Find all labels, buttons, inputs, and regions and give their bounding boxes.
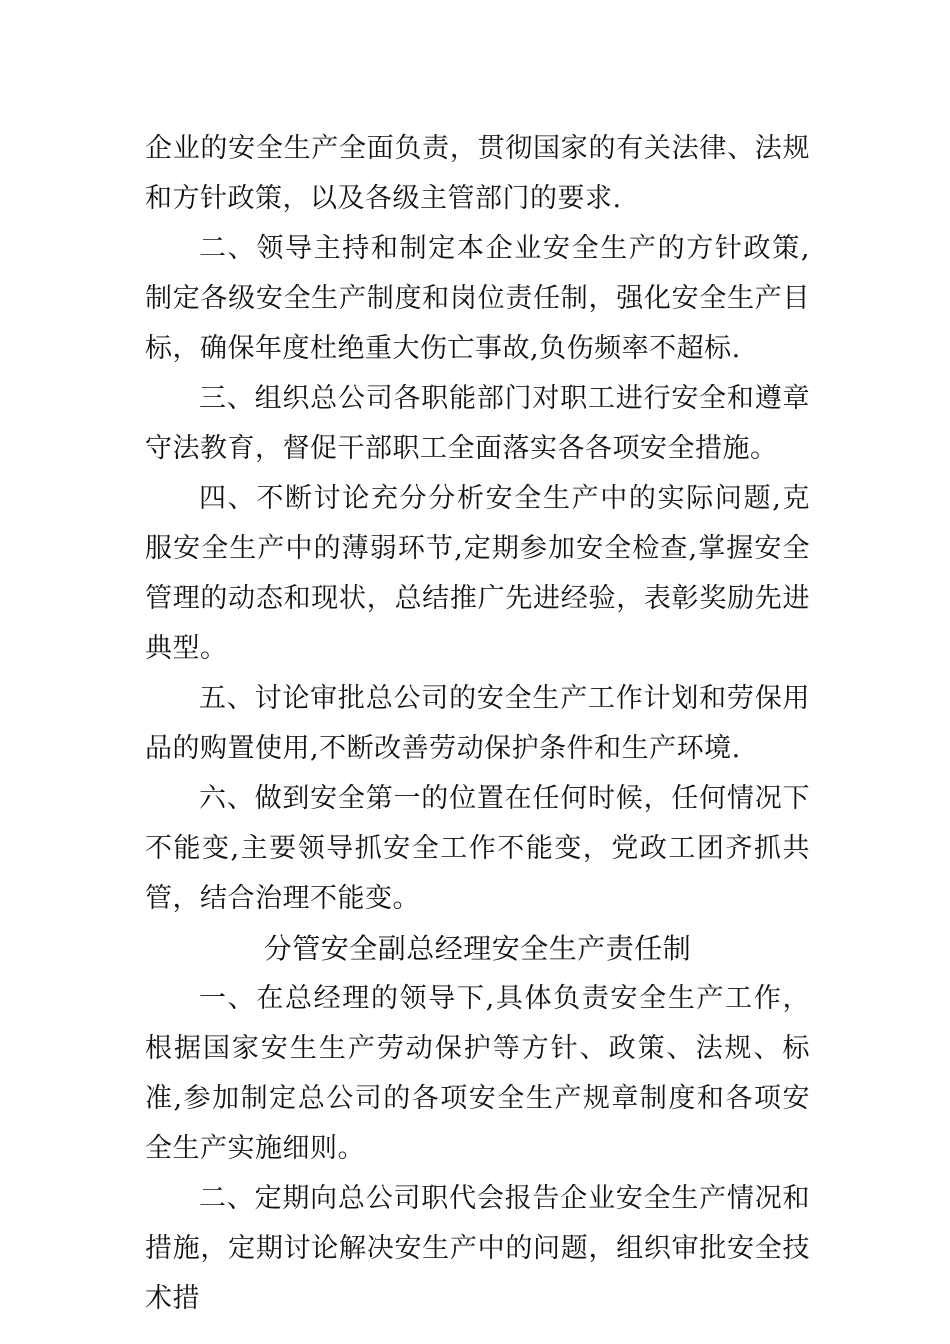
paragraph-continuation: 企业的安全生产全面负责，贯彻国家的有关法律、法规和方针政策，以及各级主管部门的要求.	[145, 133, 810, 214]
section-heading: 分管安全副总经理安全生产责任制	[263, 932, 692, 965]
paragraph-item-4: 四、不断讨论充分分析安全生产中的实际问题,克服安全生产中的薄弱环节,定期参加安全检查,掌握安全管理的动态和现状，总结推广先进经验，表彰奖励先进典型。	[145, 483, 810, 664]
paragraph-item-5: 五、讨论审批总公司的安全生产工作计划和劳保用品的购置使用,不断改善劳动保护条件和生产环境.	[145, 683, 810, 764]
document-body	[145, 124, 810, 1324]
paragraph-item-2: 二、领导主持和制定本企业安全生产的方针政策,制定各级安全生产制度和岗位责任制，强化安全生产目标，确保年度杜绝重大伤亡事故,负伤频率不超标.	[145, 233, 810, 364]
paragraph-item-1: 一、在总经理的领导下,具体负责安全生产工作，根据国家安生生产劳动保护等方针、政策、法规、标准,参加制定总公司的各项安全生产规章制度和各项安全生产实施细则。	[145, 983, 810, 1164]
paragraph-item-6: 六、做到安全第一的位置在任何时候，任何情况下不能变,主要领导抓安全工作不能变，党政工团齐抓共管，结合治理不能变。	[145, 783, 810, 914]
paragraph-item-3: 三、组织总公司各职能部门对职工进行安全和遵章守法教育，督促干部职工全面落实各各项安全措施。	[145, 383, 810, 464]
paragraph-item-2-section: 二、定期向总公司职代会报告企业安全生产情况和措施，定期讨论解决安生产中的问题，组织审批安全技术措	[145, 1183, 810, 1314]
